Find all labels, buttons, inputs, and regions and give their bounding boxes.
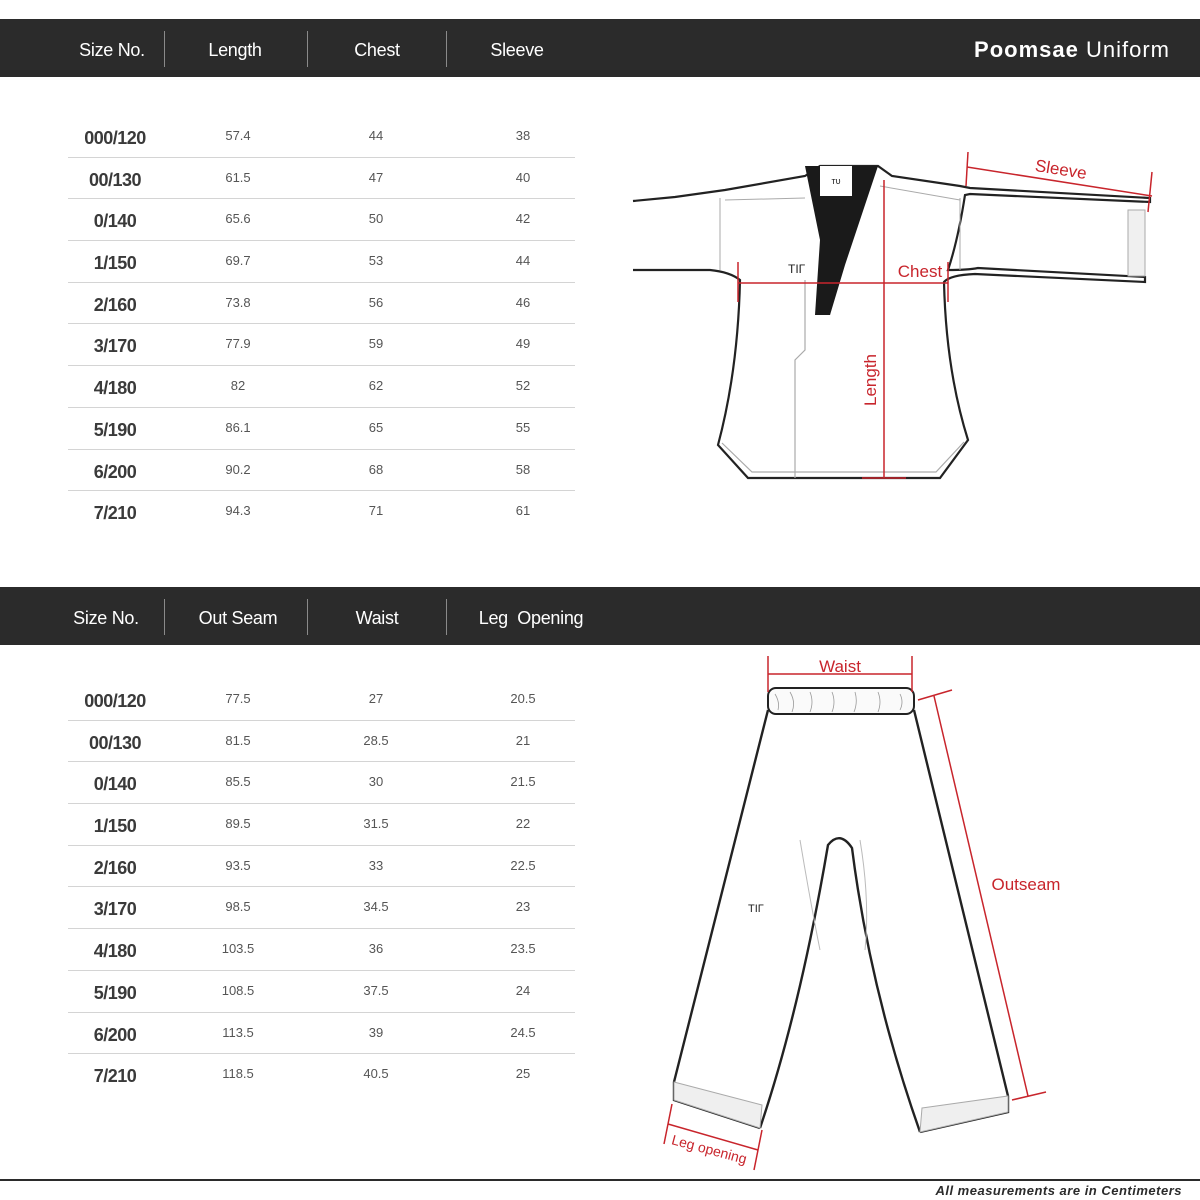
value-cell: 46 xyxy=(515,294,531,310)
header-leg-opening: Leg Opening xyxy=(478,608,584,628)
header-divider xyxy=(446,31,447,67)
value-cell: 24 xyxy=(515,982,531,998)
value-cell: 20.5 xyxy=(510,691,536,706)
table-row xyxy=(68,491,575,532)
table-row xyxy=(68,1013,575,1055)
table-row xyxy=(68,1054,575,1095)
table-row xyxy=(68,887,575,929)
leg-opening-label: Leg opening xyxy=(669,1131,749,1167)
value-cell: 108.5 xyxy=(221,982,255,998)
outseam-measure-line xyxy=(934,696,1028,1096)
value-cell: 30 xyxy=(368,774,384,790)
chest-logo-icon: TIГ xyxy=(788,262,806,276)
value-cell: 61 xyxy=(515,503,531,519)
value-cell: 27 xyxy=(368,691,384,706)
value-cell: 52 xyxy=(515,378,531,394)
value-cell: 23.5 xyxy=(510,941,536,957)
table-row xyxy=(68,241,575,283)
value-cell: 68 xyxy=(368,461,384,477)
size-cell: 1/150 xyxy=(93,253,137,274)
header-size-no: Size No. xyxy=(73,608,139,628)
header-size-no: Size No. xyxy=(79,40,145,60)
table-row xyxy=(68,324,575,366)
value-cell: 65 xyxy=(368,419,384,435)
size-cell: 6/200 xyxy=(93,461,137,482)
jacket-size-table xyxy=(68,116,575,532)
value-cell: 34.5 xyxy=(363,899,389,915)
value-cell: 44 xyxy=(368,128,384,143)
value-cell: 55 xyxy=(515,419,531,435)
value-cell: 37.5 xyxy=(363,982,389,998)
size-cell: 7/210 xyxy=(93,1066,137,1087)
table-row xyxy=(68,408,575,450)
top-header-bar xyxy=(0,19,1200,77)
value-cell: 89.5 xyxy=(225,816,251,832)
value-cell: 65.6 xyxy=(225,211,251,227)
header-sleeve: Sleeve xyxy=(490,40,544,60)
table-row xyxy=(68,929,575,971)
front-overlap-line xyxy=(795,280,805,478)
value-cell: 62 xyxy=(368,378,384,394)
value-cell: 21.5 xyxy=(510,774,536,790)
waistband xyxy=(768,688,914,714)
value-cell: 23 xyxy=(515,899,531,915)
value-cell: 58 xyxy=(515,461,531,477)
pants-outline xyxy=(674,710,1008,1132)
size-cell: 4/180 xyxy=(93,378,137,399)
value-cell: 77.5 xyxy=(225,691,251,706)
sleeve-measure-tick xyxy=(966,152,968,186)
outseam-measure-tick xyxy=(1012,1092,1046,1100)
value-cell: 61.5 xyxy=(225,169,251,185)
size-cell: 3/170 xyxy=(93,336,137,357)
pants-logo-icon: TIГ xyxy=(748,903,764,915)
table-row xyxy=(68,450,575,492)
footer-divider xyxy=(0,1179,1200,1181)
value-cell: 44 xyxy=(515,253,531,269)
value-cell: 59 xyxy=(368,336,384,352)
value-cell: 39 xyxy=(368,1024,384,1040)
value-cell: 98.5 xyxy=(225,899,251,915)
value-cell: 73.8 xyxy=(225,294,251,310)
header-divider xyxy=(307,31,308,67)
size-cell: 000/120 xyxy=(84,128,146,148)
table-row xyxy=(68,846,575,888)
value-cell: 71 xyxy=(368,503,384,519)
waist-label: Waist xyxy=(819,657,861,676)
table-row xyxy=(68,804,575,846)
size-cell: 6/200 xyxy=(93,1024,137,1045)
header-divider xyxy=(164,599,165,635)
value-cell: 42 xyxy=(515,211,531,227)
header-out-seam: Out Seam xyxy=(198,608,278,628)
value-cell: 50 xyxy=(368,211,384,227)
jacket-hem-line xyxy=(722,442,964,472)
value-cell: 53 xyxy=(368,253,384,269)
value-cell: 86.1 xyxy=(225,419,251,435)
value-cell: 90.2 xyxy=(225,461,251,477)
value-cell: 56 xyxy=(368,294,384,310)
value-cell: 82 xyxy=(230,378,246,394)
size-cell: 2/160 xyxy=(93,857,137,878)
size-cell: 7/210 xyxy=(93,503,137,524)
right-cuff xyxy=(920,1096,1008,1132)
leg-opening-measure-tick xyxy=(664,1104,672,1144)
length-label: Length xyxy=(861,354,880,406)
size-cell: 000/120 xyxy=(84,691,146,711)
header-divider xyxy=(164,31,165,67)
sleeve-measure-tick xyxy=(1148,172,1152,212)
brand-title-light: Uniform xyxy=(1078,37,1170,62)
brand-title xyxy=(974,19,1170,81)
pants-diagram xyxy=(660,650,1060,1170)
table-row xyxy=(68,199,575,241)
size-cell: 1/150 xyxy=(93,816,137,837)
leg-opening-measure-tick xyxy=(754,1130,762,1170)
value-cell: 22 xyxy=(515,816,531,832)
value-cell: 33 xyxy=(368,857,384,873)
value-cell: 36 xyxy=(368,941,384,957)
sleeve-cuff xyxy=(1128,210,1145,276)
value-cell: 25 xyxy=(515,1066,531,1082)
collar-logo-icon: ᴛᴜ xyxy=(831,176,841,186)
table-row xyxy=(68,283,575,325)
value-cell: 93.5 xyxy=(225,857,251,873)
chest-label: Chest xyxy=(897,262,943,281)
header-divider xyxy=(446,599,447,635)
size-cell: 0/140 xyxy=(93,774,137,795)
value-cell: 40.5 xyxy=(363,1066,389,1082)
table-row xyxy=(68,116,575,158)
value-cell: 103.5 xyxy=(221,941,255,957)
value-cell: 38 xyxy=(515,128,531,143)
value-cell: 85.5 xyxy=(225,774,251,790)
header-chest: Chest xyxy=(354,40,400,60)
bottom-header-bar xyxy=(0,587,1200,645)
size-cell: 2/160 xyxy=(93,294,137,315)
size-cell: 5/190 xyxy=(93,982,137,1003)
table-row xyxy=(68,366,575,408)
table-row xyxy=(68,762,575,804)
header-divider xyxy=(307,599,308,635)
pants-creases xyxy=(800,840,867,950)
table-row xyxy=(68,679,575,721)
pants-inseam xyxy=(760,838,920,1132)
brand-title-strong: Poomsae xyxy=(974,37,1079,62)
pants-size-table xyxy=(68,679,575,1095)
value-cell: 77.9 xyxy=(225,336,251,352)
value-cell: 28.5 xyxy=(363,732,389,748)
value-cell: 24.5 xyxy=(510,1024,536,1040)
sleeve-label: Sleeve xyxy=(1033,156,1089,184)
jacket-diagram xyxy=(630,150,1170,490)
value-cell: 21 xyxy=(515,732,531,748)
size-cell: 5/190 xyxy=(93,419,137,440)
footer-note: All measurements are in Centimeters xyxy=(935,1183,1182,1198)
value-cell: 57.4 xyxy=(225,128,251,143)
value-cell: 40 xyxy=(515,169,531,185)
outseam-label: Outseam xyxy=(991,875,1061,894)
header-length: Length xyxy=(208,40,262,60)
value-cell: 94.3 xyxy=(225,503,251,519)
size-cell: 4/180 xyxy=(93,941,137,962)
jacket-outline xyxy=(633,166,1150,478)
size-cell: 3/170 xyxy=(93,899,137,920)
table-row xyxy=(68,158,575,200)
value-cell: 31.5 xyxy=(363,816,389,832)
value-cell: 113.5 xyxy=(222,1024,254,1040)
size-cell: 00/130 xyxy=(88,732,142,753)
value-cell: 81.5 xyxy=(225,732,251,748)
value-cell: 22.5 xyxy=(510,857,536,873)
table-row xyxy=(68,971,575,1013)
value-cell: 47 xyxy=(368,169,384,185)
table-row xyxy=(68,721,575,763)
value-cell: 69.7 xyxy=(225,253,251,269)
header-waist: Waist xyxy=(355,608,399,628)
value-cell: 118.5 xyxy=(222,1066,254,1082)
value-cell: 49 xyxy=(515,336,531,352)
size-cell: 0/140 xyxy=(93,211,137,232)
size-cell: 00/130 xyxy=(88,169,142,190)
